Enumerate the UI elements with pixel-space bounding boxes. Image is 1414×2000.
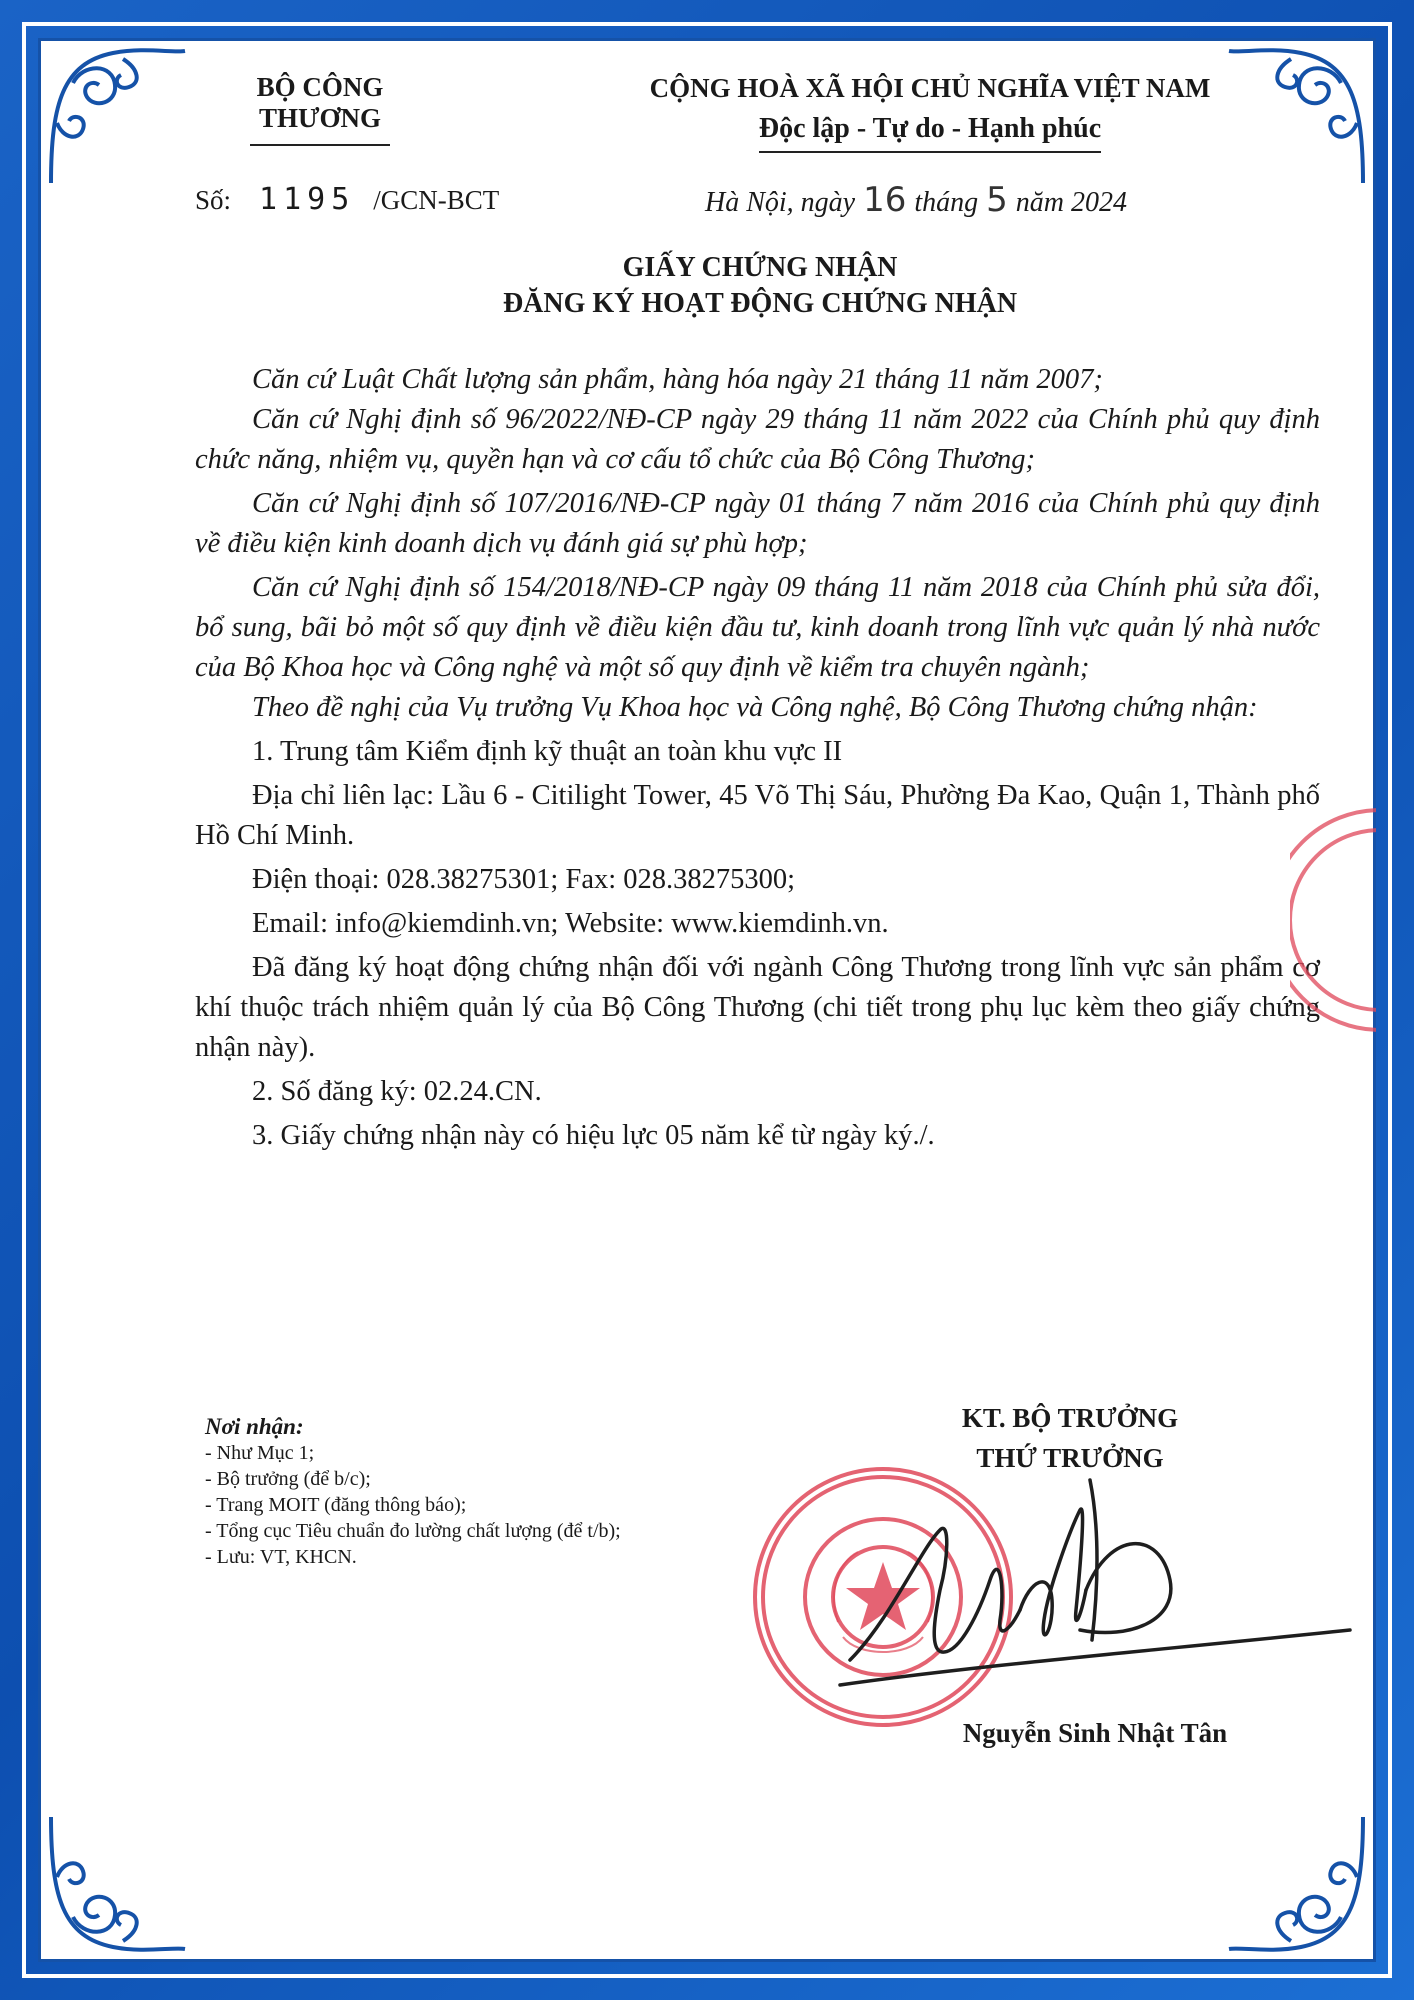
contact-email: Email: info@kiemdinh.vn; Website: www.kiemdinh.vn. bbox=[252, 908, 889, 939]
ministry-header bbox=[200, 72, 440, 146]
reference-label: Số: bbox=[195, 185, 232, 215]
scope-paragraph: Đã đăng ký hoạt động chứng nhận đối với ngành Công Thương trong lĩnh vực sản phẩm cơ khí thuộc trách nhiệm quản lý của Bộ Công Thương (chi tiết trong phụ lục kèm theo giấy chứng nhận này). bbox=[195, 952, 1320, 1063]
registration-number: 2. Số đăng ký: 02.24.CN. bbox=[252, 1076, 542, 1107]
recipients-heading: Nơi nhận: bbox=[205, 1414, 304, 1439]
recipients-list bbox=[205, 1414, 621, 1570]
date-month-label: tháng bbox=[914, 187, 979, 218]
proposal-paragraph: Theo đề nghị của Vụ trưởng Vụ Khoa học và Công nghệ, Bộ Công Thương chứng nhận: bbox=[252, 692, 1258, 723]
list-item: - Như Mục 1; bbox=[205, 1442, 315, 1464]
contact-phone: Điện thoại: 028.38275301; Fax: 028.38275300; bbox=[252, 864, 796, 895]
partial-seal-icon bbox=[1290, 800, 1376, 1040]
legal-basis-2: Căn cứ Nghị định số 96/2022/NĐ-CP ngày 29 tháng 11 năm 2022 của Chính phủ quy định chức năng, nhiệm vụ, quyền hạn và cơ cấu tổ chức của Bộ Công Thương; bbox=[195, 404, 1320, 475]
signatory-name: Nguyễn Sinh Nhật Tân bbox=[962, 1718, 1228, 1748]
list-item: - Trang MOIT (đăng thông báo); bbox=[205, 1494, 467, 1516]
reference-number: 1195 bbox=[259, 182, 356, 217]
header-rule bbox=[250, 144, 390, 146]
signature-block bbox=[880, 1398, 1260, 1478]
title-line-1: GIẤY CHỨNG NHẬN bbox=[622, 252, 898, 283]
date-prefix: Hà Nội, ngày bbox=[705, 187, 856, 218]
ministry-name: BỘ CÔNG THƯƠNG bbox=[256, 72, 384, 133]
corner-ornament-icon bbox=[43, 1807, 193, 1957]
document-reference bbox=[195, 182, 499, 217]
reference-suffix: /GCN-BCT bbox=[373, 185, 500, 215]
list-item: - Tổng cục Tiêu chuẩn đo lường chất lượng (để t/b); bbox=[205, 1520, 621, 1542]
list-item: - Bộ trưởng (để b/c); bbox=[205, 1468, 371, 1490]
legal-basis-3: Căn cứ Nghị định số 107/2016/NĐ-CP ngày 01 tháng 7 năm 2016 của Chính phủ quy định về điều kiện kinh doanh dịch vụ đánh giá sự phù hợp; bbox=[195, 488, 1320, 559]
national-motto: Độc lập - Tự do - Hạnh phúc bbox=[759, 109, 1101, 153]
country-name: CỘNG HOÀ XÃ HỘI CHỦ NGHĨA VIỆT NAM bbox=[649, 73, 1211, 103]
list-item: - Lưu: VT, KHCN. bbox=[205, 1546, 357, 1568]
signatory-position-2: THỨ TRƯỞNG bbox=[976, 1443, 1164, 1473]
legal-basis-4: Căn cứ Nghị định số 154/2018/NĐ-CP ngày 09 tháng 11 năm 2018 của Chính phủ sửa đổi, bổ sung, bãi bỏ một số quy định về điều kiện đầu tư, kinh doanh trong lĩnh vực quản lý nhà nước của Bộ Khoa học và Công nghệ và một số quy định về kiểm tra chuyên ngành; bbox=[195, 572, 1320, 683]
title-line-2: ĐĂNG KÝ HOẠT ĐỘNG CHỨNG NHẬN bbox=[502, 288, 1018, 319]
date-month: 5 bbox=[986, 180, 1008, 220]
issue-date bbox=[705, 180, 1127, 220]
signatory-position-1: KT. BỘ TRƯỞNG bbox=[961, 1403, 1179, 1433]
document-body bbox=[195, 360, 1320, 1156]
organization-name: 1. Trung tâm Kiểm định kỹ thuật an toàn khu vực II bbox=[252, 736, 843, 767]
date-day: 16 bbox=[863, 180, 907, 220]
validity-paragraph: 3. Giấy chứng nhận này có hiệu lực 05 năm kể từ ngày ký./. bbox=[252, 1120, 935, 1151]
document-title bbox=[200, 250, 1320, 322]
corner-ornament-icon bbox=[1221, 1807, 1371, 1957]
legal-basis-1: Căn cứ Luật Chất lượng sản phẩm, hàng hóa ngày 21 tháng 11 năm 2007; bbox=[252, 364, 1103, 395]
signature-icon bbox=[830, 1470, 1370, 1710]
corner-ornament-icon bbox=[43, 43, 193, 193]
national-header bbox=[600, 68, 1260, 153]
contact-address: Địa chỉ liên lạc: Lầu 6 - Citilight Tower, 45 Võ Thị Sáu, Phường Đa Kao, Quận 1, Thành phố Hồ Chí Minh. bbox=[195, 780, 1320, 851]
date-year: năm 2024 bbox=[1015, 187, 1128, 218]
